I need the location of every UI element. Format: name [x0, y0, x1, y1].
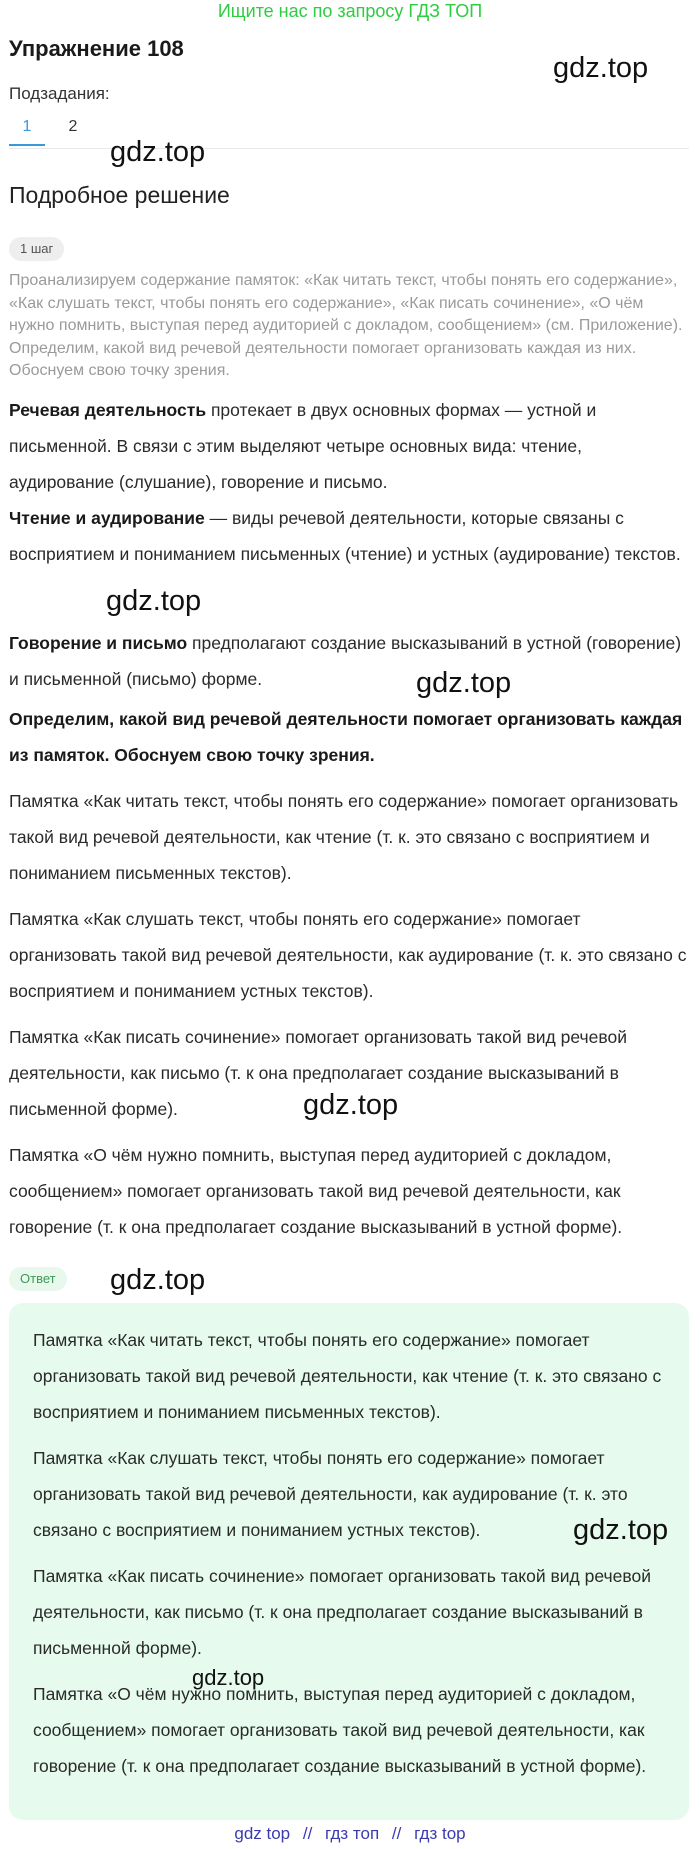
answer-paragraph: Памятка «Как читать текст, чтобы понять его содержание» помогает организовать такой вид речевой деятельности, как чтение (т. к. это связано с восприятием и пониманием письменных текстов). — [33, 1330, 662, 1422]
paragraph-1 — [9, 392, 689, 500]
search-banner: Ищите нас по запросу ГДЗ ТОП — [217, 1, 483, 21]
tab-1[interactable]: 1 — [9, 118, 45, 146]
paragraph-2-bold: Чтение и аудирование — [9, 508, 205, 528]
paragraph-7: Памятка «Как писать сочинение» помогает организовать такой вид речевой деятельности, как письмо (т. к она предполагает создание высказываний в письменной форме). — [9, 1027, 627, 1119]
footer-link[interactable]: гдз top — [414, 1824, 466, 1843]
paragraph-8: Памятка «О чём нужно помнить, выступая перед аудиторией с докладом, сообщением» помогает организовать такой вид речевой деятельности, как говорение (т. к она предполагает создание высказываний в устной форме). — [9, 1145, 623, 1237]
watermark: gdz.top — [110, 136, 206, 168]
answer-badge: Ответ — [9, 1267, 67, 1291]
watermark: gdz.top — [192, 1665, 265, 1690]
watermark: gdz.top — [303, 1089, 399, 1121]
step-badge: 1 шаг — [9, 237, 64, 261]
footer-link[interactable]: гдз топ — [325, 1824, 380, 1843]
subtasks-label: Подзадания: — [9, 84, 110, 103]
paragraph-2-text: — виды речевой деятельности, которые связаны с восприятием и пониманием письменных (чтение) и устных (аудирование) текстов. — [9, 508, 681, 564]
footer-link[interactable]: gdz top — [234, 1824, 291, 1843]
section-title: Подробное решение — [9, 182, 230, 208]
watermark: gdz.top — [416, 667, 512, 699]
paragraph-1-bold: Речевая деятельность — [9, 400, 207, 420]
tab-2[interactable]: 2 — [68, 118, 78, 135]
watermark: gdz.top — [106, 585, 202, 617]
watermark: gdz.top — [573, 1514, 669, 1546]
watermark: gdz.top — [110, 1264, 206, 1296]
paragraph-4: Определим, какой вид речевой деятельности помогает организовать каждая из памяток. Обоснуем свою точку зрения. — [9, 709, 683, 765]
answer-paragraph: Памятка «Как слушать текст, чтобы понять его содержание» помогает организовать такой вид речевой деятельности, как аудирование (т. к. это связано с восприятием и пониманием устных текстов). — [33, 1448, 628, 1540]
paragraph-3-bold: Говорение и письмо — [9, 633, 188, 653]
paragraph-3 — [9, 625, 689, 697]
page-title: Упражнение 108 — [9, 36, 184, 61]
answer-paragraph: Памятка «Как писать сочинение» помогает организовать такой вид речевой деятельности, как письмо (т. к она предполагает создание высказываний в письменной форме). — [33, 1566, 651, 1658]
paragraph-5: Памятка «Как читать текст, чтобы понять его содержание» помогает организовать такой вид речевой деятельности, как чтение (т. к. это связано с восприятием и пониманием письменных текстов). — [9, 791, 679, 883]
paragraph-1-text: протекает в двух основных формах — устной и письменной. В связи с этим выделяют четыре основных вида: чтение, аудирование (слушание), говорение и письмо. — [9, 400, 597, 492]
paragraph-6: Памятка «Как слушать текст, чтобы понять его содержание» помогает организовать такой вид речевой деятельности, как аудирование (т. к. это связано с восприятием и пониманием устных текстов). — [9, 909, 687, 1001]
watermark: gdz.top — [553, 52, 649, 84]
footer-separator: // — [391, 1824, 402, 1843]
footer — [0, 1824, 700, 1844]
intro-text: Проанализируем содержание памяток: «Как читать текст, чтобы понять его содержание», «Как слушать текст, чтобы понять его содержание», «Как писать сочинение», «О чём нужно помнить, выступая перед аудиторией с докладом, сообщением» (см. Приложение). Определим, какой вид речевой деятельности помогает организовать каждая из них. Обоснуем свою точку зрения. — [9, 272, 683, 379]
paragraph-3-text: предполагают создание высказываний в устной (говорение) и письменной (письмо) форме. — [9, 633, 682, 689]
answer-paragraph: Памятка «О чём нужно помнить, выступая перед аудиторией с докладом, сообщением» помогает организовать такой вид речевой деятельности, как говорение (т. к она предполагает создание высказываний в устной форме). — [33, 1684, 647, 1776]
paragraph-2 — [9, 500, 689, 572]
footer-separator: // — [302, 1824, 313, 1843]
